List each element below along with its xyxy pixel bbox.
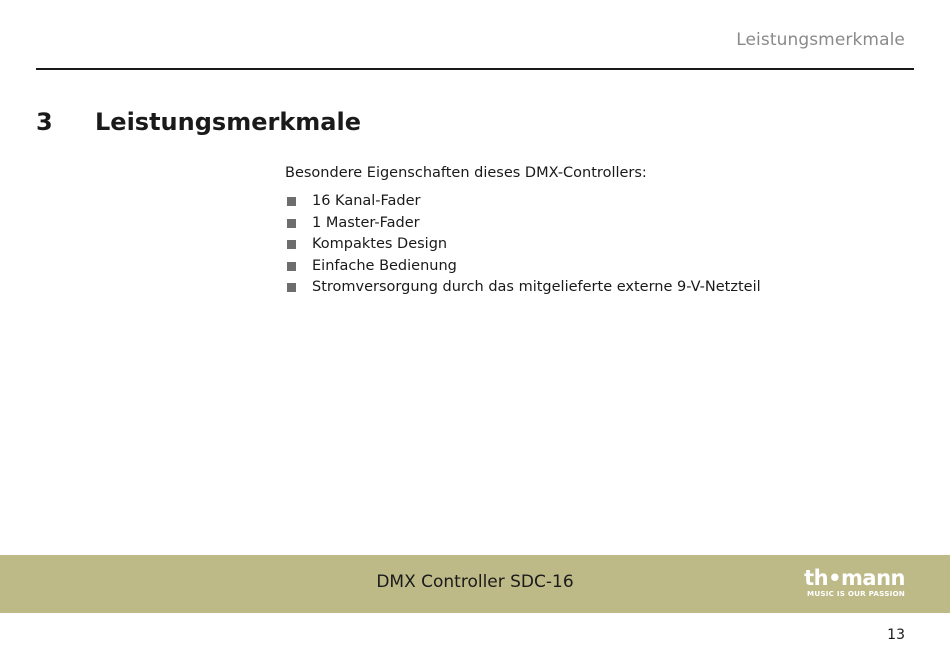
chapter-title: Leistungsmerkmale <box>95 108 361 136</box>
header-rule <box>36 68 914 70</box>
footer-product-title: DMX Controller SDC-16 <box>376 572 574 592</box>
thomann-logo <box>791 567 905 599</box>
chapter-heading <box>36 108 361 136</box>
list-item <box>285 256 905 277</box>
intro-text: Besondere Eigenschaften dieses DMX-Controllers: <box>285 165 647 181</box>
page-number: 13 <box>887 627 905 643</box>
square-bullet-icon <box>287 219 296 228</box>
feature-section <box>285 163 905 298</box>
square-bullet-icon <box>287 240 296 249</box>
running-header: Leistungsmerkmale <box>736 30 905 50</box>
list-item <box>285 277 905 298</box>
feature-text: Kompaktes Design <box>312 236 448 253</box>
list-item <box>285 234 905 255</box>
feature-text: 16 Kanal-Fader <box>312 193 421 210</box>
square-bullet-icon <box>287 262 296 271</box>
square-bullet-icon <box>287 283 296 292</box>
chapter-number: 3 <box>36 108 53 136</box>
feature-list <box>285 191 905 298</box>
brand-wordmark: th•mann <box>804 566 905 590</box>
feature-text: Einfache Bedienung <box>312 257 457 274</box>
brand-tagline: MUSIC IS OUR PASSION <box>807 589 905 598</box>
footer-band <box>0 555 950 613</box>
square-bullet-icon <box>287 197 296 206</box>
feature-text: 1 Master-Fader <box>312 214 420 231</box>
feature-text: Stromversorgung durch das mitgelieferte externe 9-V-Netzteil <box>312 279 761 296</box>
list-item <box>285 191 905 212</box>
list-item <box>285 213 905 234</box>
